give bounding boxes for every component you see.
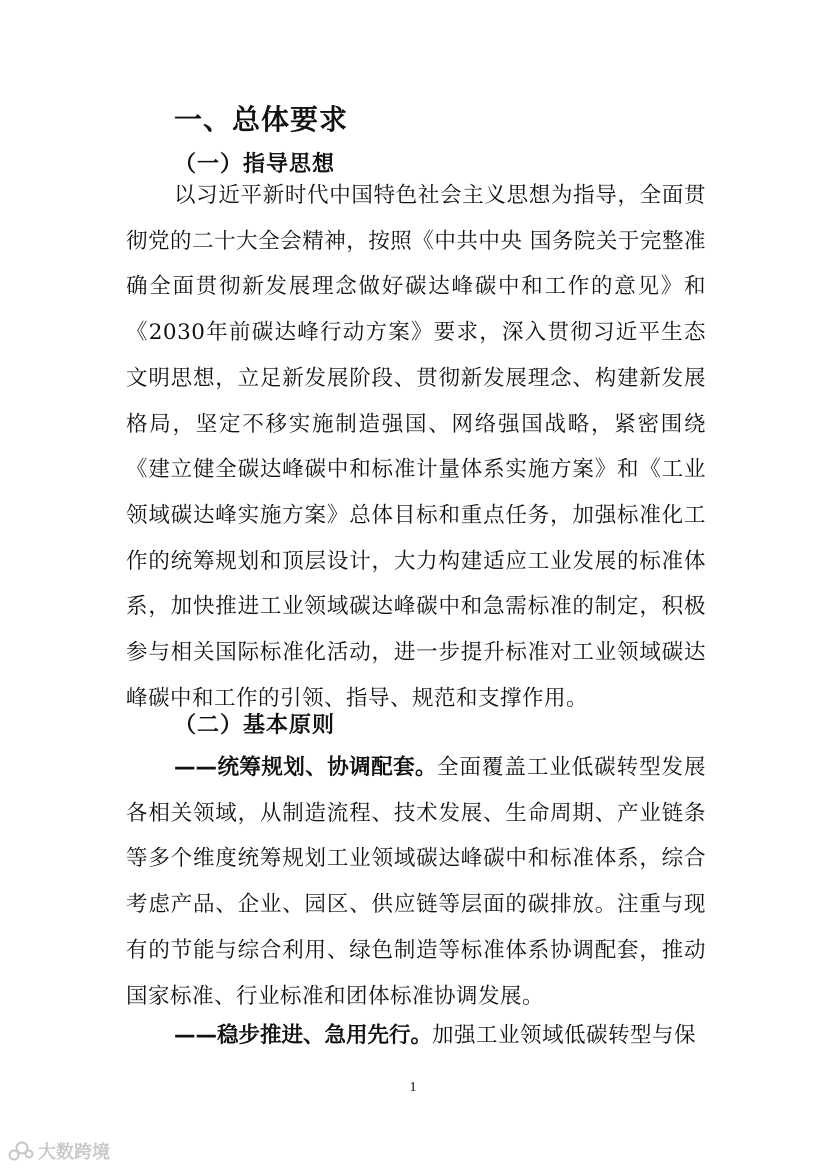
heading-basic-principles: （二）基本原则 [174, 712, 336, 738]
principle-2-lead: ——稳步推进、急用先行。 [174, 1023, 433, 1048]
principle-2-body: 加强工业领域低碳转型与保 [432, 1023, 697, 1048]
paragraph-principle-2 [126, 1013, 706, 1059]
principle-1-body: 全面覆盖工业低碳转型发展各相关领域，从制造流程、技术发展、生命周期、产业链条等多个维度统筹规划工业领域碳达峰碳中和标准体系，综合考虑产品、企业、园区、供应链等层面的碳排放。注重与现有的节能与综合利用、绿色制造等标准体系协调配套，推动国家标准、行业标准和团体标准协调发展。 [126, 755, 706, 1009]
watermark-text: 大数跨境 [38, 1142, 110, 1163]
page-number: 1 [409, 1080, 417, 1095]
watermark-logo-icon [8, 1140, 34, 1162]
watermark [8, 1138, 110, 1164]
paragraph-guiding-ideology: 以习近平新时代中国特色社会主义思想为指导，全面贯彻党的二十大全会精神，按照《中共中央 国务院关于完整准确全面贯彻新发展理念做好碳达峰碳中和工作的意见》和《2030年前碳达峰行动方案》要求，深入贯彻习近平生态文明思想，立足新发展阶段、贯彻新发展理念、构建新发展格局，坚定不移实施制造强国、网络强国战略，紧密围绕《建立健全碳达峰碳中和标准计量体系实施方案》和《工业领域碳达峰实施方案》总体目标和重点任务，加强标准化工作的统筹规划和顶层设计，大力构建适应工业发展的标准体系，加快推进工业领域碳达峰碳中和急需标准的制定，积极参与相关国际标准化活动，进一步提升标准对工业领域碳达峰碳中和工作的引领、指导、规范和支撑作用。 [126, 183, 706, 711]
paragraph-principle-1 [126, 745, 706, 1019]
heading-guiding-ideology: （一）指导思想 [174, 151, 336, 177]
heading-overall-requirements: 一、总体要求 [174, 103, 349, 136]
principle-1-lead: ——统筹规划、协调配套。 [174, 755, 437, 780]
